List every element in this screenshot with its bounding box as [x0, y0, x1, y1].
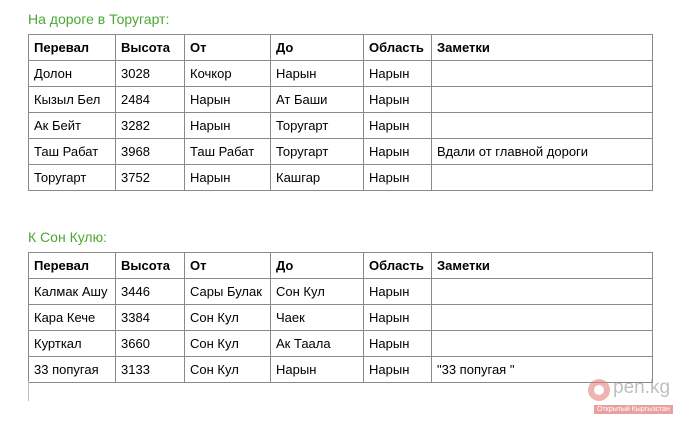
cell-from: Таш Рабат	[185, 139, 271, 165]
table-row	[29, 305, 653, 331]
cell-from: Нарын	[185, 87, 271, 113]
cell-from: Сон Кул	[185, 331, 271, 357]
cell-height: 3660	[116, 331, 185, 357]
cell-notes	[432, 87, 653, 113]
watermark-logo	[588, 377, 688, 421]
watermark-tagline: Открытый Кыргызстан	[594, 405, 673, 414]
col-header-notes: Заметки	[432, 35, 653, 61]
cell-pass: Кызыл Бел	[29, 87, 116, 113]
table-row	[29, 61, 653, 87]
cell-region: Нарын	[364, 357, 432, 383]
cell-to: Нарын	[271, 61, 364, 87]
cell-height: 3282	[116, 113, 185, 139]
col-header-region: Область	[364, 35, 432, 61]
table-header-row	[29, 253, 653, 279]
col-header-pass: Перевал	[29, 35, 116, 61]
col-header-pass: Перевал	[29, 253, 116, 279]
table-row	[29, 357, 653, 383]
col-header-to: До	[271, 253, 364, 279]
cell-region: Нарын	[364, 331, 432, 357]
table-row	[29, 331, 653, 357]
col-header-height: Высота	[116, 35, 185, 61]
cell-from: Сон Кул	[185, 357, 271, 383]
cell-height: 3446	[116, 279, 185, 305]
cell-to: Кашгар	[271, 165, 364, 191]
col-header-height: Высота	[116, 253, 185, 279]
cell-height: 3384	[116, 305, 185, 331]
cell-pass: Ак Бейт	[29, 113, 116, 139]
cell-notes	[432, 61, 653, 87]
table-header-row	[29, 35, 653, 61]
passes-table-son-kul	[28, 252, 653, 383]
cell-notes	[432, 279, 653, 305]
cell-to: Ак Таала	[271, 331, 364, 357]
cell-region: Нарын	[364, 305, 432, 331]
cell-region: Нарын	[364, 279, 432, 305]
watermark-name: pen.kg	[613, 377, 671, 398]
cell-notes	[432, 165, 653, 191]
cell-from: Нарын	[185, 113, 271, 139]
cell-pass: Калмак Ашу	[29, 279, 116, 305]
cell-region: Нарын	[364, 165, 432, 191]
cell-notes	[432, 305, 653, 331]
cell-from: Нарын	[185, 165, 271, 191]
cell-height: 3133	[116, 357, 185, 383]
section-title-son-kul: К Сон Кулю:	[28, 229, 107, 245]
cell-pass: 33 попугая	[29, 357, 116, 383]
col-header-notes: Заметки	[432, 253, 653, 279]
cell-notes: "33 попугая "	[432, 357, 653, 383]
cell-height: 2484	[116, 87, 185, 113]
cell-to: Чаек	[271, 305, 364, 331]
cell-to: Сон Кул	[271, 279, 364, 305]
table-row	[29, 113, 653, 139]
cell-pass: Долон	[29, 61, 116, 87]
cell-to: Торугарт	[271, 139, 364, 165]
cell-pass: Торугарт	[29, 165, 116, 191]
cell-notes	[432, 331, 653, 357]
cell-notes: Вдали от главной дороги	[432, 139, 653, 165]
cell-notes	[432, 113, 653, 139]
cell-from: Сон Кул	[185, 305, 271, 331]
cell-region: Нарын	[364, 139, 432, 165]
logo-badge-icon	[588, 379, 610, 401]
left-rule-divider	[28, 381, 29, 401]
cell-height: 3968	[116, 139, 185, 165]
col-header-from: От	[185, 253, 271, 279]
cell-pass: Курткал	[29, 331, 116, 357]
col-header-to: До	[271, 35, 364, 61]
table-row	[29, 165, 653, 191]
col-header-from: От	[185, 35, 271, 61]
cell-to: Ат Баши	[271, 87, 364, 113]
cell-from: Кочкор	[185, 61, 271, 87]
cell-height: 3028	[116, 61, 185, 87]
cell-pass: Таш Рабат	[29, 139, 116, 165]
cell-region: Нарын	[364, 113, 432, 139]
table-row	[29, 139, 653, 165]
cell-to: Нарын	[271, 357, 364, 383]
cell-region: Нарын	[364, 87, 432, 113]
passes-table-torugart	[28, 34, 653, 191]
table-row	[29, 87, 653, 113]
cell-region: Нарын	[364, 61, 432, 87]
section-title-torugart: На дороге в Торугарт:	[28, 11, 170, 27]
cell-to: Торугарт	[271, 113, 364, 139]
table-row	[29, 279, 653, 305]
cell-pass: Кара Кече	[29, 305, 116, 331]
cell-height: 3752	[116, 165, 185, 191]
cell-from: Сары Булак	[185, 279, 271, 305]
col-header-region: Область	[364, 253, 432, 279]
